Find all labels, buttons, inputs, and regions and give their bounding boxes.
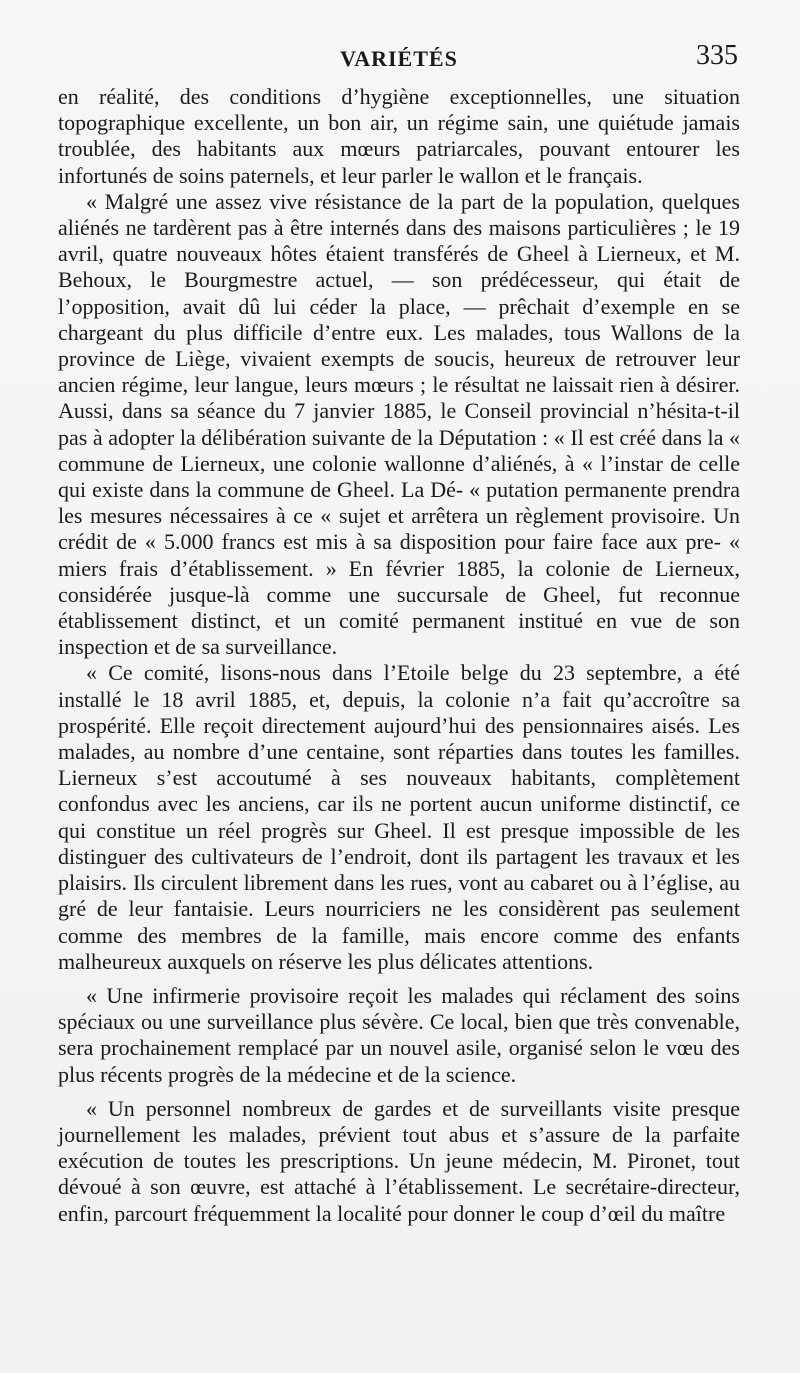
paragraph-5: « Un personnel nombreux de gardes et de surveillants visite presque journellement les malades, prévient tout abus et s’assure de la parfaite exécution de toutes les prescriptions. Un jeune médecin, M. Pironet, tout dévoué à son œuvre, est attaché à l’établissement. Le secrétaire-directeur, enfin, parcourt fréquemment la localité pour donner le coup d’œil du maître	[58, 1095, 740, 1226]
running-head: VARIÉTÉS	[340, 46, 458, 71]
paragraph-3: « Ce comité, lisons-nous dans l’Etoile belge du 23 septembre, a été installé le 18 avril 1885, et, depuis, la colonie n’a fait qu’accroître sa prospérité. Elle reçoit directement aujourd’hui des pensionnaires aisés. Les malades, au nombre d’une centaine, sont réparties dans toutes les familles. Lierneux s’est accoutumé à ses nouveaux habitants, complètement confondus avec les anciens, car ils ne portent aucun uniforme distinctif, ce qui constitue un réel progrès sur Gheel. Il est presque impossible de les distinguer des cultivateurs de l’endroit, dont ils partagent les travaux et les plaisirs. Ils circulent librement dans les rues, vont au cabaret ou à l’église, au gré de leur fantaisie. Leurs nourriciers ne les considèrent pas seulement comme des membres de la famille, mais encore comme des enfants malheureux auxquels on réserve les plus délicates attentions.	[58, 660, 740, 974]
body-text	[58, 84, 740, 1227]
paragraph-2: « Malgré une assez vive résistance de la part de la population, quelques aliénés ne tardèrent pas à être internés dans des maisons particulières ; le 19 avril, quatre nouveaux hôtes étaient transférés de Gheel à Lierneux, et M. Behoux, le Bourgmestre actuel, — son prédécesseur, qui était de l’opposition, avait dû lui céder la place, — prêchait d’exemple en se chargeant du plus difficile d’entre eux. Les malades, tous Wallons de la province de Liège, vivaient exempts de soucis, heureux de retrouver leur ancien régime, leur langue, leurs mœurs ; le résultat ne laissait rien à désirer. Aussi, dans sa séance du 7 janvier 1885, le Conseil provincial n’hésita-t-il pas à adopter la délibération suivante de la Députation : « Il est créé dans la « commune de Lierneux, une colonie wallonne d’aliénés, à « l’instar de celle qui existe dans la commune de Gheel. La Dé- « putation permanente prendra les mesures nécessaires à ce « sujet et arrêtera un règlement provisoire. Un crédit de « 5.000 francs est mis à sa disposition pour faire face aux pre- « miers frais d’établissement. » En février 1885, la colonie de Lierneux, considérée jusque-là comme une succursale de Gheel, fut reconnue établissement distinct, et un comité permanent institué en vue de son inspection et de sa surveillance.	[58, 188, 740, 660]
paragraph-1: en réalité, des conditions d’hygiène exceptionnelles, une situation topographique excellente, un bon air, un régime sain, une quiétude jamais troublée, des habitants aux mœurs patriarcales, pouvant entourer les infortunés de soins paternels, et leur parler le wallon et le français.	[58, 84, 740, 188]
page-header	[60, 40, 738, 80]
page-number: 335	[696, 40, 738, 71]
paragraph-4: « Une infirmerie provisoire reçoit les malades qui réclament des soins spéciaux ou une surveillance plus sévère. Ce local, bien que très convenable, sera prochainement remplacé par un nouvel asile, organisé selon le vœu des plus récents progrès de la médecine et de la science.	[58, 982, 740, 1087]
